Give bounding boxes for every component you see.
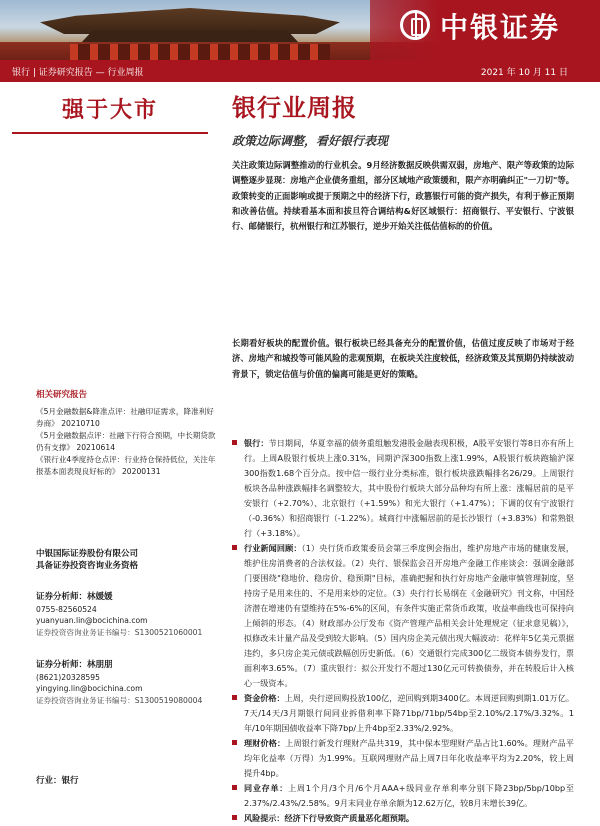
bank-logo-icon — [400, 10, 430, 40]
bullet-square-icon — [232, 740, 237, 745]
industry-rating: 强于大市 — [12, 88, 208, 134]
related-reports-list — [36, 406, 216, 478]
bullet-text: 节日期间，华夏幸福的债务重组触发港股金融表现积极，A股平安银行等8日亦有所上行。上周A股银行板块上涨0.31%，同期沪深300指数上涨1.99%，A股银行板块跑输沪深300指数1.68个百分点。按中信一级行业分类标准，银行板块涨跌幅排名26/29。上周银行板块各品种涨跌幅排名调整较大，其中股份行板块大部分品种均有所上涨：涨幅居前的是平安银行（+2.70%）、北京银行（+1.59%）和光大银行（+1.47%）；下调的仅有宁波银行（-0.36%）和招商银行（-1.22%）。城商行中涨幅居前的是长沙银行（+3.83%）和常熟银行（+3.18%）。 — [244, 438, 574, 538]
analyst-card — [36, 660, 216, 706]
analyst-name: 证券分析师：林朋朋 — [36, 660, 113, 670]
header-banner — [0, 0, 600, 60]
analyst-phone: (8621)20328595 — [36, 672, 100, 682]
bullet-item — [232, 736, 574, 781]
company-info — [36, 548, 216, 572]
bullet-item — [232, 811, 574, 826]
bullet-square-icon — [232, 815, 237, 820]
bullet-lead: 行业新闻回顾： — [244, 543, 302, 553]
bullet-text: 上周1个月/3个月/6个月AAA+级同业存单利率分别下降23bp/5bp/10bp至2.37%/2.43%/2.58%。9月末同业存单余额为12.62万亿，较8月末增长39亿。 — [244, 783, 574, 808]
summary-paragraph: 长期看好板块的配置价值。银行板块已经具备充分的配置价值，估值过度反映了市场对于经济、房地产和城投等可能风险的悲观预期，在板块关注度较低，经济政策及其预期仍持续波动背景下，锁定估值与价值的偏离可能是更好的策略。 — [232, 338, 574, 379]
bullet-lead: 理财价格： — [244, 738, 286, 748]
related-report-item[interactable]: 《5月金融数据&降准点评：社融印证需求，降准利好券商》 20210710 — [36, 407, 214, 428]
bullet-item — [232, 691, 574, 736]
report-category: 银行 | 证券研究报告 — 行业周报 — [12, 68, 144, 78]
bullet-text: 上周，央行逆回购投放100亿，逆回购到期3400亿。本周逆回购到期1.01万亿。7天/14天/3月期银行间同业拆借利率下降71bp/71bp/54bp至2.10%/2.17%/3.32%。1年/10年期国债收益率下降7bp/上升4bp至2.33%/2.92%。 — [244, 693, 574, 733]
bullet-item — [232, 436, 574, 541]
bullet-lead: 资金价格： — [244, 693, 285, 703]
bullet-text: 上周银行新发行理财产品共319，其中保本型理财产品占比1.60%。理财产品平均年化益率（万得）为1.99%。互联网理财产品上周7日年化收益率平均为2.20%，较上周提升4bp。 — [244, 738, 574, 778]
bullet-square-icon — [232, 545, 237, 550]
brand-box — [370, 0, 600, 60]
analyst-email[interactable]: yingying.lin@bocichina.com — [36, 684, 143, 693]
bullet-lead: 同业存单： — [244, 783, 289, 793]
analyst-phone: 0755-82560524 — [36, 604, 97, 614]
palace-pillars-image — [70, 44, 330, 60]
bullet-lead: 银行： — [244, 438, 269, 448]
bullet-square-icon — [232, 440, 237, 445]
report-meta-bar — [0, 60, 600, 82]
company-qualification: 具备证券投资咨询业务资格 — [36, 561, 139, 571]
main-content — [232, 82, 575, 823]
analyst-email[interactable]: yuanyuan.lin@bocichina.com — [36, 616, 148, 625]
analyst-cert: 证券投资咨询业务证书编号：S1300521060001 — [36, 627, 203, 637]
company-name: 中银国际证券股份有限公司 — [36, 549, 139, 559]
bullet-square-icon — [232, 785, 237, 790]
analyst-card — [36, 592, 216, 638]
report-title: 银行业周报 — [232, 93, 357, 122]
analyst-name: 证券分析师：林媛媛 — [36, 592, 113, 602]
bullet-item — [232, 541, 574, 691]
left-sidebar — [0, 82, 218, 800]
related-reports-title: 相关研究报告 — [36, 390, 88, 400]
brand-name: 中银证券 — [440, 11, 561, 44]
related-report-item[interactable]: 《银行业4季度持仓点评：行业持仓保持低位，关注年报基本面表现良好标的》 20200131 — [36, 455, 216, 476]
bullet-item — [232, 781, 574, 811]
bullet-lead: 风险提示： — [244, 813, 285, 823]
bullet-text: 经济下行导致资产质量恶化超预期。 — [284, 813, 414, 823]
industry-label: 行业：银行 — [36, 776, 79, 786]
summary-paragraph: 关注政策边际调整推动的行业机会。9月经济数据反映供需双弱，房地产、限产等政策的边际调整逐步显现：房地产企业债务重组，部分区域地产政策缓和，限产亦明确纠正"一刀切"等。政策转变的正面影响或提于预期之中的经济下行，政篡银行可能的资产损失，有利于修正预期和改善估值。持续看基本面和拔旦符合调结构&好区域银行：招商银行、平安银行、宁波银行、邮储银行，杭州银行和江苏银行，逆步开始关注低估值标的的价值。 — [232, 160, 574, 232]
bullet-list — [232, 436, 574, 826]
bullet-square-icon — [232, 695, 237, 700]
bullet-text: （1）央行货币政策委员会第三季度例会指出，维护房地产市场的健康发展，维护住房消费者的合法权益。（2）央行、银保监会召开房地产金融工作座谈会：强调金融部门要围绕"稳地价、稳房价、稳预期"目标，准确把握和执行好房地产金融审慎管理制度，坚持房子是用来住的、不是用来炒的定位。（3）央行行长易纲在《金融研究》刊文称，中国经济潜在增速仍有望维持在5%-6%的区间，有条件实施正常货币政策，收益率曲线也可保持向上倾斜的形态。（4）财政部办公厅发布《资产管理产品相关会计处理规定（征求意见稿）》，拟修改未计量产品及受到较大影响。（5）国内房企美元债出现大幅波动：花样年5亿美元票据违约，多只房企美元债或跌幅创历史新低。（6）交通银行完成300亿二级资本债券发行，票面利率3.65%。（7）重庆银行：拟公开发行不超过130亿元可转换债券，并在转股后计入核心一级资本。 — [244, 543, 575, 688]
analyst-cert: 证券投资咨询业务证书编号：S1300519080004 — [36, 695, 203, 705]
related-report-item[interactable]: 《5月金融数据点评：社融下行符合预期，中长期贷款仍有支撑》 20210614 — [36, 431, 216, 452]
report-subtitle: 政策边际调整，看好银行表现 — [232, 134, 389, 148]
report-date: 2021 年 10 月 11 日 — [480, 68, 568, 78]
